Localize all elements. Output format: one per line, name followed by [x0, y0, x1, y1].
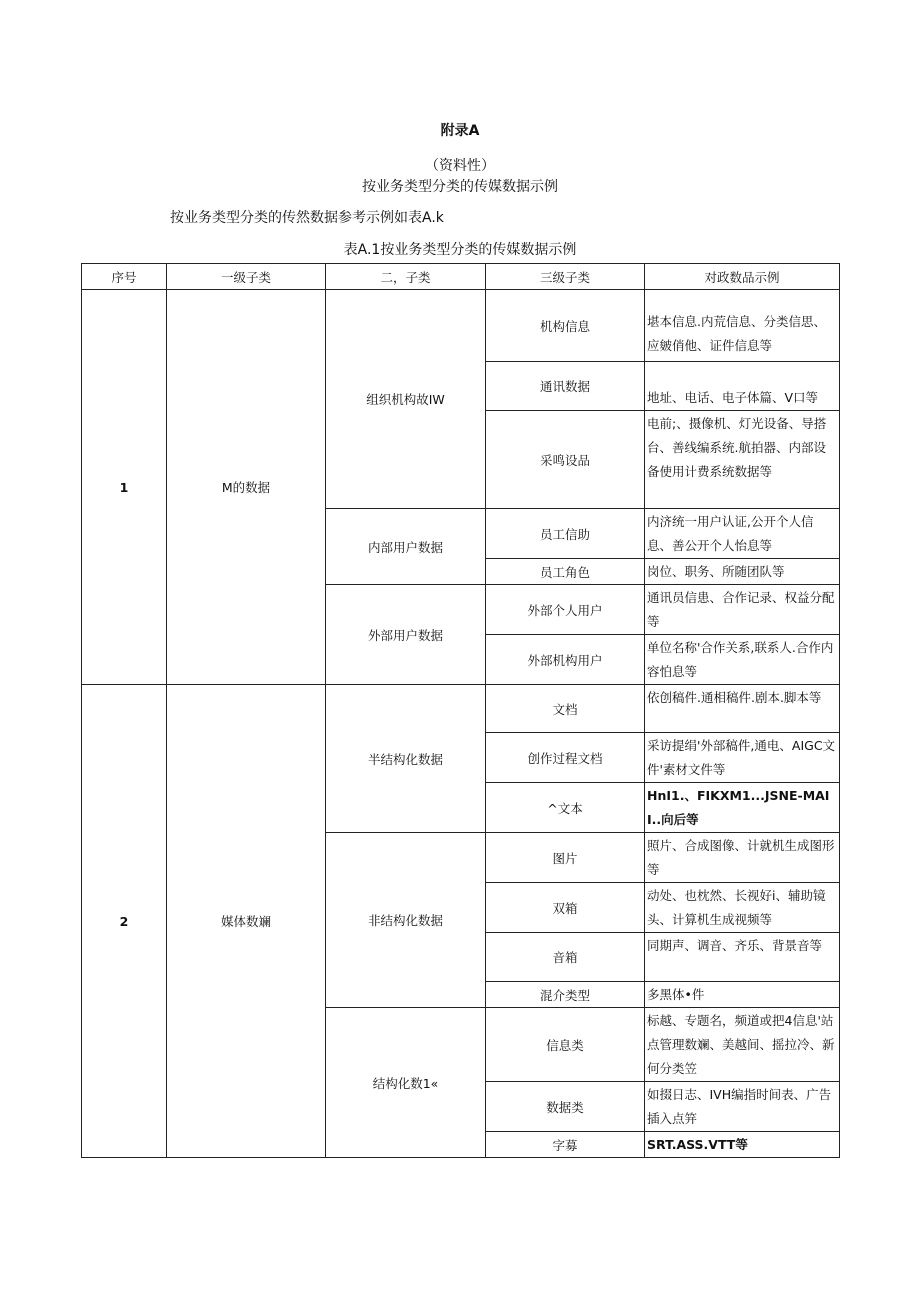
level3-category: 双箱: [486, 883, 645, 933]
level3-category: ^文本: [486, 783, 645, 833]
table-caption: 表A.1按业务类型分类的传媒数据示例: [343, 242, 577, 258]
appendix-label: 附录A: [440, 123, 480, 139]
example-cell: 堪本信息.内荒信息、分类信思、应皴俏他、证件信息等: [645, 290, 840, 362]
level2-category: 外部用户数据: [326, 585, 486, 685]
example-cell: 单位名称'合作关系,联系人.合作内容怕息等: [645, 635, 840, 685]
level3-category: 图片: [486, 833, 645, 883]
level3-category: 员工角色: [486, 559, 645, 585]
example-cell: 动处、也枕然、长视好i、辅助镜头、计算机生成视频等: [645, 883, 840, 933]
example-cell: 同期声、调音、齐乐、背景音等: [645, 933, 840, 982]
intro-text: 按业务类型分类的传然数据参考示例如表A.k: [170, 210, 444, 226]
example-cell: 采访提绢'外部稿件,通电、AIGC文件'素材文件等: [645, 733, 840, 783]
level2-category: 半结构化数据: [326, 685, 486, 833]
level3-category: 员工信助: [486, 509, 645, 559]
table-row: [82, 290, 840, 362]
table-header-row: [82, 264, 840, 290]
level3-category: 音箱: [486, 933, 645, 982]
data-table: [81, 263, 840, 1158]
example-cell: 多黑体•件: [645, 982, 840, 1008]
level3-category: 采鸣设品: [486, 411, 645, 509]
example-cell: 地址、电话、电子体篇、V口等: [645, 362, 840, 411]
example-cell: 岗位、职务、所随团队等: [645, 559, 840, 585]
example-cell: 照片、合成图像、计就机生成图形等: [645, 833, 840, 883]
level3-category: 字募: [486, 1132, 645, 1158]
level1-category: 媒体数斓: [167, 685, 326, 1158]
table-row: [82, 685, 840, 733]
level2-category: 结构化数1«: [326, 1008, 486, 1158]
level3-category: 外部机构用户: [486, 635, 645, 685]
example-cell: 如掇日志、IVH编指时间表、广告插入点笄: [645, 1082, 840, 1132]
row-number: 2: [82, 685, 167, 1158]
level3-category: 混介类型: [486, 982, 645, 1008]
nature-label: （资料性）: [425, 158, 495, 174]
row-number: 1: [82, 290, 167, 685]
example-cell: 依创稿件.通相稿件.剧本.脚本等: [645, 685, 840, 733]
level2-category: 组织机构故IW: [326, 290, 486, 509]
header-cell: 序号: [82, 264, 167, 290]
example-cell: HnI1.、FIKXM1...JSNE-MAII..向后等: [645, 783, 840, 833]
level3-category: 信息类: [486, 1008, 645, 1082]
level2-category: 内部用户数据: [326, 509, 486, 585]
level3-category: 文档: [486, 685, 645, 733]
level3-category: 机构信息: [486, 290, 645, 362]
header-cell: 一级子类: [167, 264, 326, 290]
level3-category: 创作过程文档: [486, 733, 645, 783]
example-cell: 标越、专题名，频道或把4信息'站点管理数斓、美越间、摇拉冷、新何分类笠: [645, 1008, 840, 1082]
example-cell: 电前;、摄像机、灯光设备、导搭台、善线编系统.航拍器、内部设备使用计费系统数据等: [645, 411, 840, 509]
example-cell: 内济统一用户认证,公开个人信息、善公开个人怡息等: [645, 509, 840, 559]
document-title: 按业务类型分类的传媒数据示例: [362, 179, 558, 195]
header-cell: 三级子类: [486, 264, 645, 290]
header-cell: 二，子类: [326, 264, 486, 290]
example-cell: SRT.ASS.VTT等: [645, 1132, 840, 1158]
level3-category: 外部个人用户: [486, 585, 645, 635]
level1-category: M的数据: [167, 290, 326, 685]
header-cell: 对政数品示例: [645, 264, 840, 290]
level3-category: 数据类: [486, 1082, 645, 1132]
level2-category: 非结构化数据: [326, 833, 486, 1008]
example-cell: 通讯员信患、合作记录、权益分配等: [645, 585, 840, 635]
level3-category: 通讯数据: [486, 362, 645, 411]
